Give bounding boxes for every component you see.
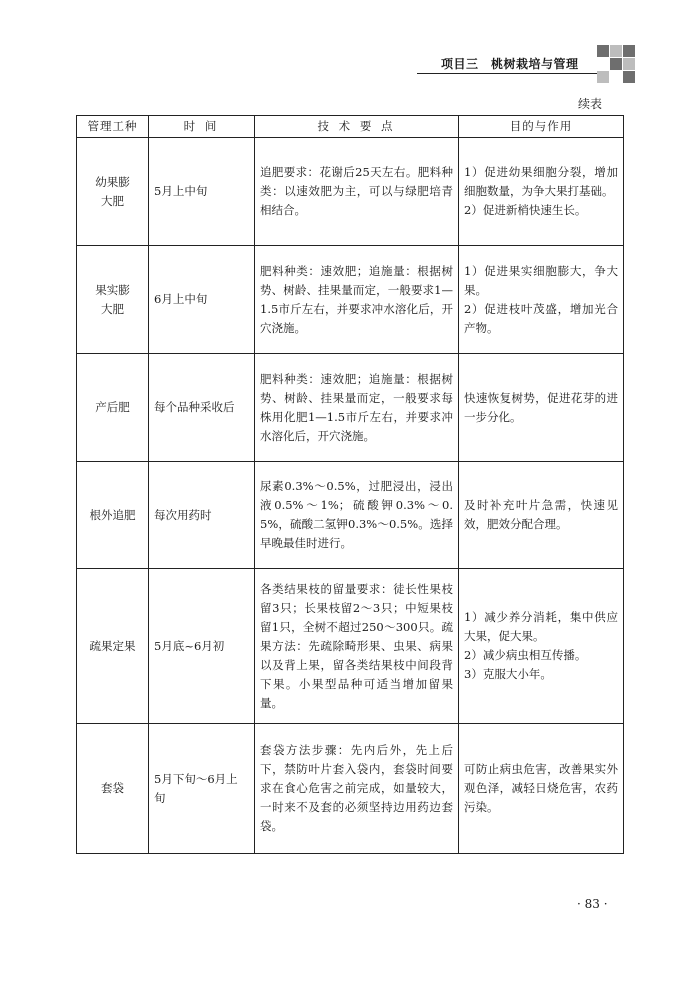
cell-tech: 各类结果枝的留量要求：徒长性果枝留3只；长果枝留2～3只；中短果枝留1只，全树不超过250～300只。疏果方法：先疏除畸形果、虫果、病果以及背上果，留各类结果枝中间段背下果。小果型品种可适当增加留果量。	[255, 569, 459, 724]
purpose-line: 1）促进果实细胞膨大，争大果。	[464, 263, 618, 297]
corner-square	[597, 71, 609, 83]
type-line: 大肥	[101, 193, 124, 208]
table-row	[77, 354, 624, 462]
cell-time: 5月底~6月初	[149, 569, 255, 724]
table-row	[77, 138, 624, 246]
type-line: 幼果膨	[95, 174, 130, 189]
continued-label: 续表	[578, 97, 603, 111]
corner-square	[623, 71, 635, 83]
type-line: 套袋	[101, 781, 124, 795]
cell-purpose	[459, 462, 624, 569]
column-header-time: 时 间	[149, 116, 255, 138]
running-header-title: 项目三 桃树栽培与管理	[441, 57, 579, 71]
cell-type	[77, 569, 149, 724]
column-header-tech: 技 术 要 点	[255, 116, 459, 138]
cell-type	[77, 246, 149, 354]
table-row	[77, 569, 624, 724]
purpose-line: 及时补充叶片急需，快速见效，肥效分配合理。	[464, 498, 618, 531]
cell-time: 每次用药时	[149, 462, 255, 569]
purpose-line: 1）促进幼果细胞分裂，增加细胞数量，为争大果打基础。	[464, 165, 618, 198]
type-line: 产后肥	[95, 400, 130, 414]
page-number: · 83 ·	[577, 897, 608, 911]
purpose-line: 1）减少养分消耗，集中供应大果，促大果。	[464, 610, 618, 643]
corner-square	[623, 45, 635, 57]
corner-square	[610, 58, 622, 70]
corner-square	[597, 45, 609, 57]
management-table	[76, 115, 624, 854]
column-header-type: 管理工种	[77, 116, 149, 138]
purpose-line: 2）促进新梢快速生长。	[464, 203, 587, 217]
purpose-line: 快速恢复树势，促进花芽的进一步分化。	[464, 390, 618, 424]
table-row	[77, 724, 624, 854]
type-line: 疏果定果	[89, 638, 136, 653]
cell-time: 6月上中旬	[149, 246, 255, 354]
cell-tech: 肥料种类：速效肥；追施量：根据树势、树龄、挂果量而定，一般要求1—1.5市斤左右，并要求冲水溶化后，开穴浇施。	[255, 246, 459, 354]
table-row	[77, 462, 624, 569]
corner-decoration	[597, 45, 635, 83]
column-header-purpose: 目的与作用	[459, 116, 624, 138]
corner-square	[610, 45, 622, 57]
cell-tech: 追肥要求：花谢后25天左右。肥料种类：以速效肥为主，可以与绿肥培青相结合。	[255, 138, 459, 246]
type-line: 果实膨	[95, 282, 130, 297]
purpose-line: 2）促进枝叶茂盛，增加光合产物。	[464, 301, 618, 335]
cell-time: 5月下旬～6月上旬	[149, 724, 255, 854]
cell-purpose	[459, 246, 624, 354]
cell-time: 5月上中旬	[149, 138, 255, 246]
cell-purpose	[459, 138, 624, 246]
cell-type	[77, 724, 149, 854]
corner-square	[623, 58, 635, 70]
table-header-row	[77, 116, 624, 138]
cell-purpose	[459, 569, 624, 724]
purpose-line: 3）克服大小年。	[464, 667, 552, 681]
cell-tech: 套袋方法步骤：先内后外，先上后下，禁防叶片套入袋内，套袋时间要求在食心危害之前完成，如量较大，一时来不及套的必须坚持边用药边套袋。	[255, 724, 459, 854]
table-row	[77, 246, 624, 354]
type-line: 根外追肥	[89, 507, 136, 522]
cell-tech: 肥料种类：速效肥；追施量：根据树势、树龄、挂果量而定，一般要求每株用化肥1—1.5市斤左右，并要求冲水溶化后，开穴浇施。	[255, 354, 459, 462]
type-line: 大肥	[101, 301, 124, 316]
purpose-line: 2）减少病虫相互传播。	[464, 648, 587, 662]
cell-purpose	[459, 354, 624, 462]
cell-type	[77, 138, 149, 246]
cell-time: 每个品种采收后	[149, 354, 255, 462]
header-rule	[417, 73, 600, 74]
cell-type	[77, 462, 149, 569]
cell-purpose	[459, 724, 624, 854]
purpose-line: 可防止病虫危害，改善果实外观色泽，减轻日烧危害，农药污染。	[464, 762, 618, 814]
cell-tech: 尿素0.3%～0.5%，过肥浸出，浸出液0.5%～1%；硫酸钾0.3%～0.5%，硫酸二氢钾0.3%～0.5%。选择早晚最佳时进行。	[255, 462, 459, 569]
cell-type	[77, 354, 149, 462]
